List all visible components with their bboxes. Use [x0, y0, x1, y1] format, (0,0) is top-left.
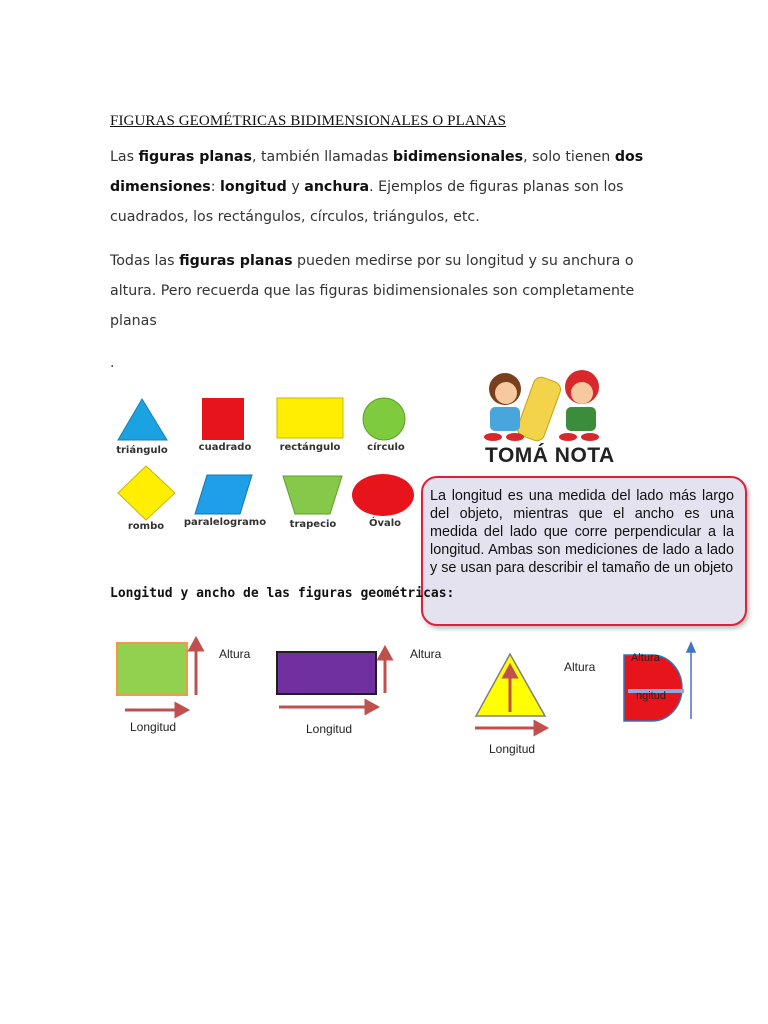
bold-term: figuras planas [138, 149, 252, 165]
longitud-label-1: Longitud [130, 720, 177, 734]
measure-purple-rectangle [277, 652, 376, 694]
text-span: , solo tienen [523, 149, 615, 165]
rectangle-shape [277, 398, 343, 438]
label-parallelogram: paralelogramo [183, 517, 267, 528]
altura-label-2: Altura [410, 647, 442, 661]
label-triangle: triángulo [116, 445, 168, 456]
bold-term: longitud [220, 179, 287, 195]
triangle-shape [118, 399, 167, 440]
oval-shape [352, 474, 414, 516]
text-span: pueden medirse por su longitud y su anchura o altura. Pero recuerda que las figuras bidimensionales son completamente planas [110, 253, 635, 329]
square-shape [202, 398, 244, 440]
longitud-label-2: Longitud [306, 722, 353, 736]
parallelogram-shape [195, 475, 252, 514]
longitud-label-4: ngitud [636, 690, 666, 702]
bold-term: dos dimensiones [110, 149, 644, 195]
label-trapezoid: trapecio [289, 519, 337, 530]
bold-term: bidimensionales [392, 149, 524, 165]
label-rectangle: rectángulo [279, 442, 341, 453]
trapezoid-shape [283, 476, 342, 514]
label-oval: Óvalo [368, 518, 402, 529]
toma-nota-title: TOMÁ NOTA [485, 444, 615, 467]
bold-term: anchura [304, 179, 370, 195]
text-span: y [286, 179, 305, 195]
text-span: . Ejemplos de figuras planas son los cuadrados, los rectángulos, círculos, triángulos, etc. [110, 179, 624, 225]
measure-red-half-circle [624, 655, 682, 721]
text-span: Todas las [110, 253, 180, 269]
text-span: , también llamadas [251, 149, 393, 165]
label-square: cuadrado [198, 442, 252, 453]
note-text: La longitud es una medida del lado más largo del objeto, mientras que el ancho es una medida del lado que corre perpendicular a la longitud. Ambas son mediciones de lado a lado y se usan para describir el tamaño de un objeto [430, 488, 734, 576]
blue-height-arrow [687, 643, 695, 719]
longitud-label-3: Longitud [489, 742, 536, 756]
rhombus-shape [118, 466, 175, 520]
altura-label-1: Altura [219, 647, 251, 661]
page-heading: FIGURAS GEOMÉTRICAS BIDIMENSIONALES O PLANAS [110, 113, 507, 129]
text-span: Las [110, 149, 139, 165]
circle-shape [363, 398, 405, 440]
text-span: : [210, 179, 221, 195]
measure-green-square [117, 643, 187, 695]
label-circle: círculo [367, 442, 405, 453]
bold-term: figuras planas [179, 253, 293, 269]
label-rhombus: rombo [127, 521, 165, 532]
measures-subheading: Longitud y ancho de las figuras geométricas: [110, 586, 455, 601]
kids-illustration [484, 370, 599, 443]
altura-label-3: Altura [564, 660, 596, 674]
altura-label-4: Altura [631, 652, 660, 664]
stray-dot: . [110, 355, 115, 371]
